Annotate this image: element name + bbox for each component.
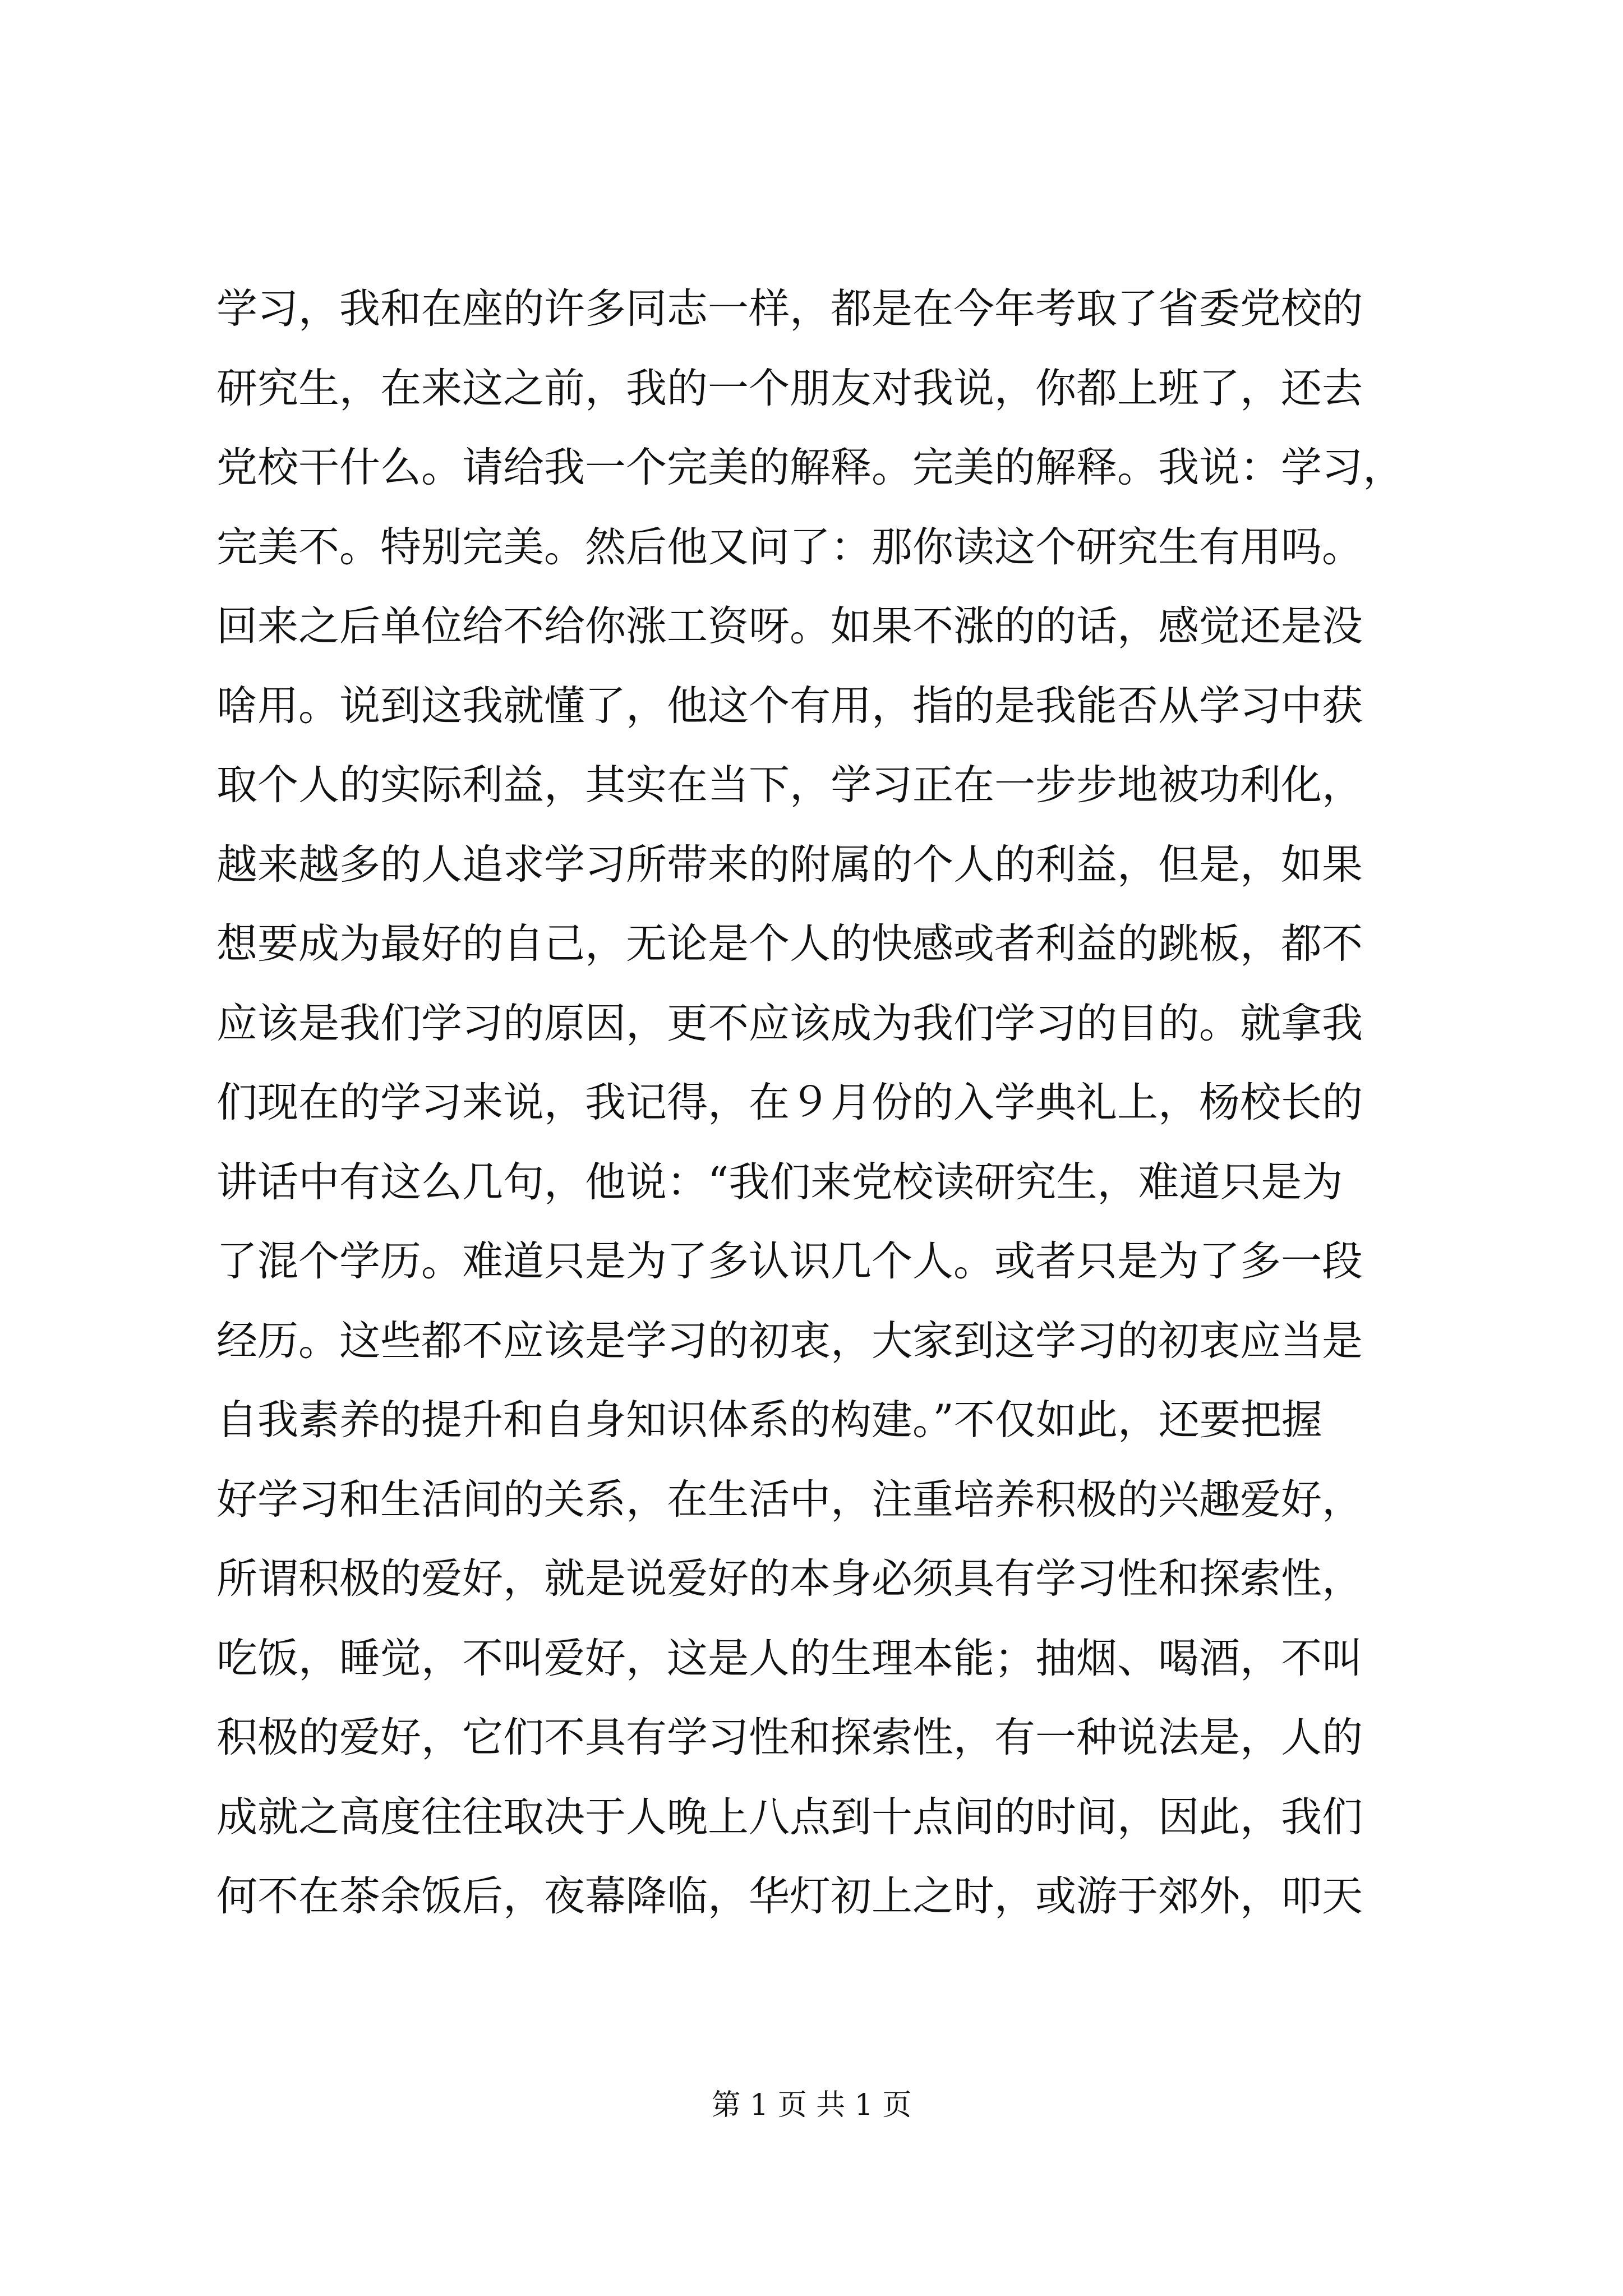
text-line: 党校干什么。请给我一个完美的解释。完美的解释。我说：学习， [216, 444, 1404, 491]
text-line: 越来越多的人追求学习所带来的附属的个人的利益，但是，如果 [216, 840, 1363, 889]
text-line: 何不在茶余饭后，夜幕降临，华灯初上之时，或游于郊外，叩天 [216, 1872, 1363, 1920]
text-line: 成就之高度往往取决于人晚上八点到十点间的时间，因此，我们 [216, 1793, 1363, 1841]
text-line: 吃饭，睡觉，不叫爱好，这是人的生理本能；抽烟、喝酒，不叫 [216, 1634, 1363, 1682]
text-line: 完美不。特别完美。然后他又问了：那你读这个研究生有用吗。 [216, 523, 1363, 571]
text-line: 自我素养的提升和自身知识体系的构建。”不仅如此，还要把握 [216, 1396, 1322, 1444]
text-line: 讲话中有这么几句，他说：“我们来党校读研究生，难道只是为 [216, 1158, 1343, 1206]
text-line: 好学习和生活间的关系，在生活中，注重培养积极的兴趣爱好， [216, 1475, 1363, 1524]
text-line: 经历。这些都不应该是学习的初衷，大家到这学习的初衷应当是 [216, 1317, 1363, 1365]
text-line: 了混个学历。难道只是为了多认识几个人。或者只是为了多一段 [216, 1237, 1363, 1285]
page-number-footer: 第 1 页 共 1 页 [711, 2088, 912, 2122]
text-line: 应该是我们学习的原因，更不应该成为我们学习的目的。就拿我 [216, 999, 1363, 1047]
text-line: 积极的爱好，它们不具有学习性和探索性，有一种说法是，人的 [216, 1714, 1363, 1761]
text-line: 回来之后单位给不给你涨工资呀。如果不涨的的话，感觉还是没 [216, 602, 1363, 650]
text-line: 所谓积极的爱好，就是说爱好的本身必须具有学习性和探索性， [216, 1555, 1363, 1603]
text-line: 啥用。说到这我就懂了，他这个有用，指的是我能否从学习中获 [216, 682, 1363, 730]
text-line: 研究生，在来这之前，我的一个朋友对我说，你都上班了，还去 [216, 364, 1363, 412]
document-body [216, 269, 1484, 1936]
text-line: 想要成为最好的自己，无论是个人的快感或者利益的跳板，都不 [216, 920, 1363, 968]
text-line: 取个人的实际利益，其实在当下，学习正在一步步地被功利化， [216, 761, 1363, 809]
text-line: 学习，我和在座的许多同志一样，都是在今年考取了省委党校的 [216, 285, 1363, 333]
text-line: 们现在的学习来说，我记得，在９月份的入学典礼上，杨校长的 [216, 1079, 1363, 1126]
